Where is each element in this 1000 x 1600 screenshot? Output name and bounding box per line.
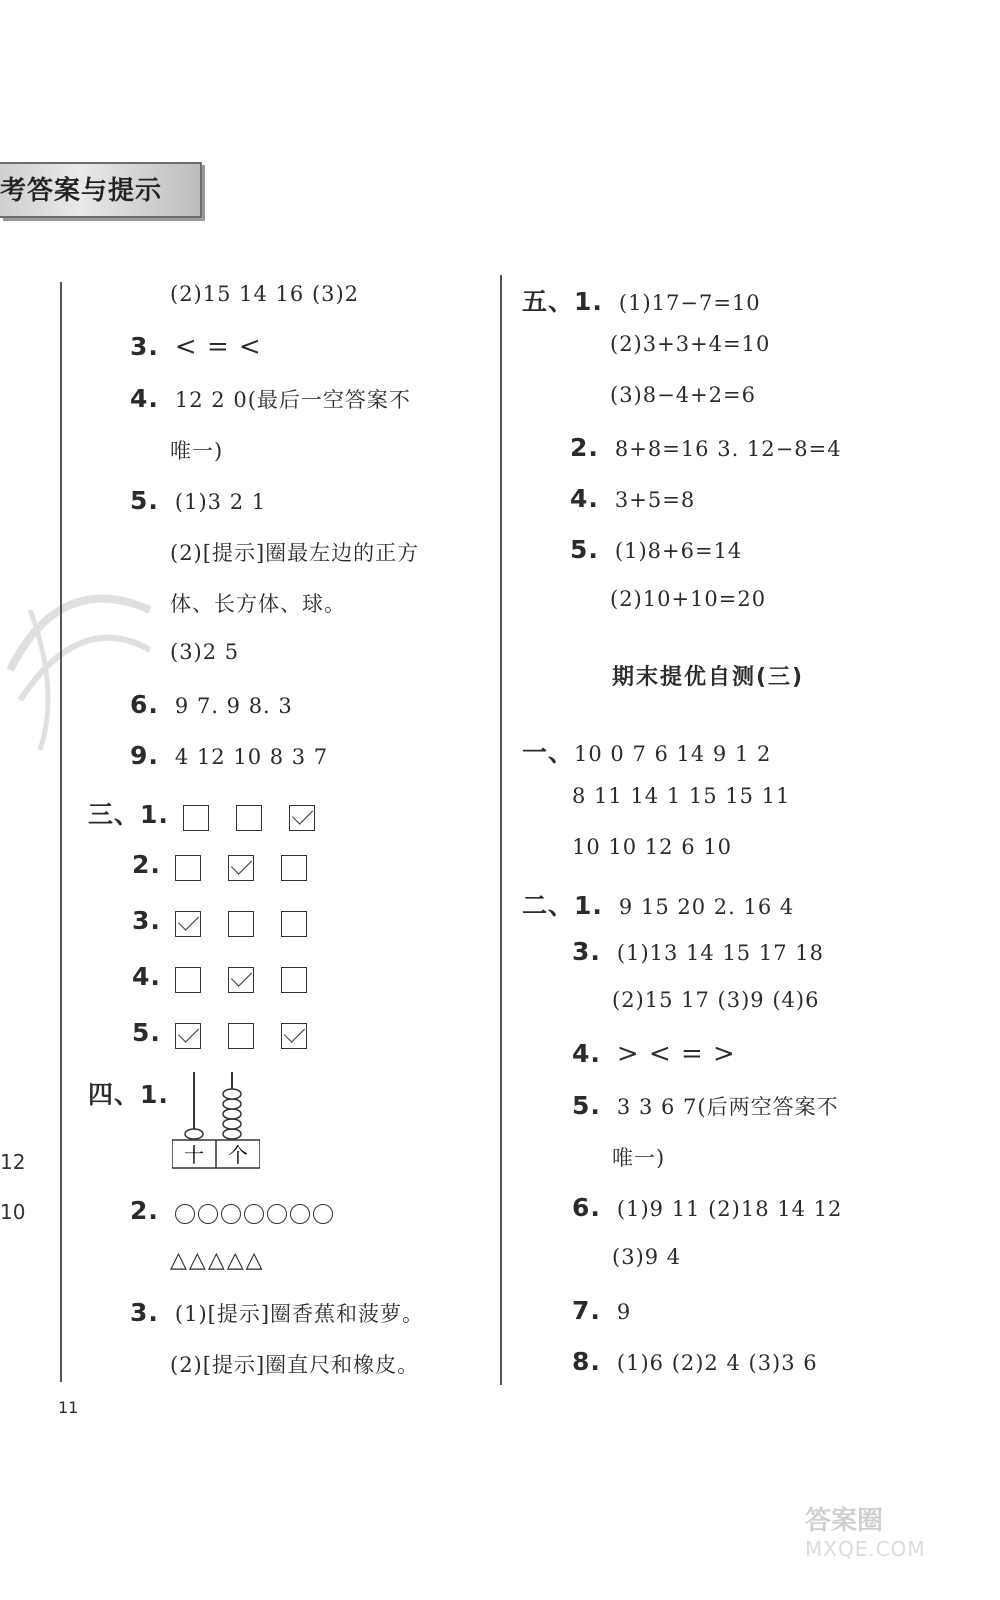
faded-stamp — [0, 550, 160, 770]
abacus-tens-label: 十 — [184, 1143, 204, 1167]
answer-line: (2)15 14 16 (3)2 — [170, 282, 360, 306]
checked-box — [175, 1023, 201, 1049]
answer-line: (2)10+10=20 — [610, 587, 767, 611]
circle-shape — [290, 1204, 310, 1224]
answer-line: (2)15 17 (3)9 (4)6 — [612, 988, 820, 1012]
circle-shape — [244, 1204, 264, 1224]
answer-line: 2. — [130, 1196, 336, 1225]
section-label: 三、 — [88, 800, 141, 829]
page-number: 11 — [58, 1398, 79, 1417]
answer-line: 10 10 12 6 10 — [572, 835, 732, 859]
circle-shape — [267, 1204, 287, 1224]
answer-line: (3)2 5 — [170, 640, 240, 664]
checked-box — [175, 911, 201, 937]
answer-line: 8 11 14 1 15 15 11 — [572, 784, 791, 808]
test-title: 期末提优自测(三) — [612, 665, 805, 690]
answer-line: 6. (1)9 11 (2)18 14 12 — [572, 1193, 843, 1222]
answer-line: 5. (1)8+6=14 — [570, 535, 743, 564]
answer-line: 6. 9 7. 9 8. 3 — [130, 690, 293, 719]
abacus-bead — [223, 1109, 241, 1119]
answer-line: 唯一) — [612, 1146, 666, 1170]
checked-box — [228, 967, 254, 993]
page-title: 考答案与提示 — [0, 176, 163, 206]
answer-line: 9. 4 12 10 8 3 7 — [130, 741, 329, 770]
left-column-rule — [60, 282, 62, 1382]
checkbox-row — [132, 962, 334, 993]
question-number: 4. — [132, 962, 161, 991]
edge-number: 10 — [0, 1200, 26, 1224]
question-number: 1. — [140, 800, 169, 829]
answer-line: 3. < = < — [130, 332, 262, 362]
checkbox-row — [132, 850, 334, 881]
checked-box — [289, 805, 315, 831]
empty-box — [175, 855, 201, 881]
answer-line: 二、1. 9 15 20 2. 16 4 — [522, 891, 795, 920]
circle-row — [175, 1200, 336, 1224]
answer-line: 体、长方体、球。 — [170, 592, 346, 616]
empty-box — [228, 911, 254, 937]
answer-line: 3. (1)13 14 15 17 18 — [572, 937, 824, 966]
empty-box — [175, 967, 201, 993]
empty-box — [236, 805, 262, 831]
answer-line: 4. > < = > — [572, 1039, 736, 1069]
question-number: 2. — [132, 850, 161, 879]
empty-box — [281, 855, 307, 881]
triangle-row: △△△△△ — [170, 1248, 265, 1273]
abacus-bead — [223, 1129, 241, 1139]
answer-line: 5. (1)3 2 1 — [130, 486, 267, 515]
answer-line: 4. 3+5=8 — [570, 484, 696, 513]
watermark-logo — [805, 1500, 970, 1565]
checkbox-row — [88, 795, 342, 831]
question-number: 5. — [132, 1018, 161, 1047]
answer-line: (3)8−4+2=6 — [610, 383, 756, 407]
circle-shape — [313, 1204, 333, 1224]
question-number: 3. — [132, 906, 161, 935]
checkbox-row — [132, 1018, 334, 1049]
empty-box — [228, 1023, 254, 1049]
abacus-diagram — [172, 1070, 260, 1170]
answer-line: (2)[提示]圈最左边的正方 — [170, 541, 420, 565]
abacus-bead — [223, 1099, 241, 1109]
answer-line: 3. (1)[提示]圈香蕉和菠萝。 — [130, 1298, 425, 1327]
watermark-text: 答案圈 — [805, 1506, 884, 1536]
answer-line: 唯一) — [170, 439, 224, 463]
answer-line: 7. 9 — [572, 1296, 632, 1325]
checked-box — [281, 1023, 307, 1049]
empty-box — [183, 805, 209, 831]
answer-line: 8. (1)6 (2)2 4 (3)3 6 — [572, 1347, 818, 1376]
answer-line: 五、1. (1)17−7=10 — [522, 287, 761, 316]
watermark-url: MXQE.COM — [805, 1537, 926, 1561]
answer-line: (2)[提示]圈直尺和橡皮。 — [170, 1353, 420, 1377]
edge-number: 12 — [0, 1150, 26, 1174]
circle-shape — [198, 1204, 218, 1224]
answer-line: 5. 3 3 6 7(后两空答案不 — [572, 1091, 839, 1120]
abacus-ones-label: 个 — [228, 1143, 248, 1167]
center-column-rule — [500, 275, 502, 1385]
circle-shape — [175, 1204, 195, 1224]
empty-box — [281, 967, 307, 993]
checked-box — [228, 855, 254, 881]
answer-line: 4. 12 2 0(最后一空答案不 — [130, 384, 411, 413]
abacus-bead — [223, 1089, 241, 1099]
answer-line: (3)9 4 — [612, 1245, 682, 1269]
empty-box — [281, 911, 307, 937]
answer-line: (2)3+3+4=10 — [610, 332, 771, 356]
answer-line: 2. 8+8=16 3. 12−8=4 — [570, 433, 842, 462]
circle-shape — [221, 1204, 241, 1224]
section-4-header: 四、1. — [88, 1080, 169, 1109]
answer-line: 一、10 0 7 6 14 9 1 2 — [522, 738, 772, 767]
abacus-bead — [185, 1129, 203, 1139]
checkbox-row — [132, 906, 334, 937]
abacus-bead — [223, 1119, 241, 1129]
